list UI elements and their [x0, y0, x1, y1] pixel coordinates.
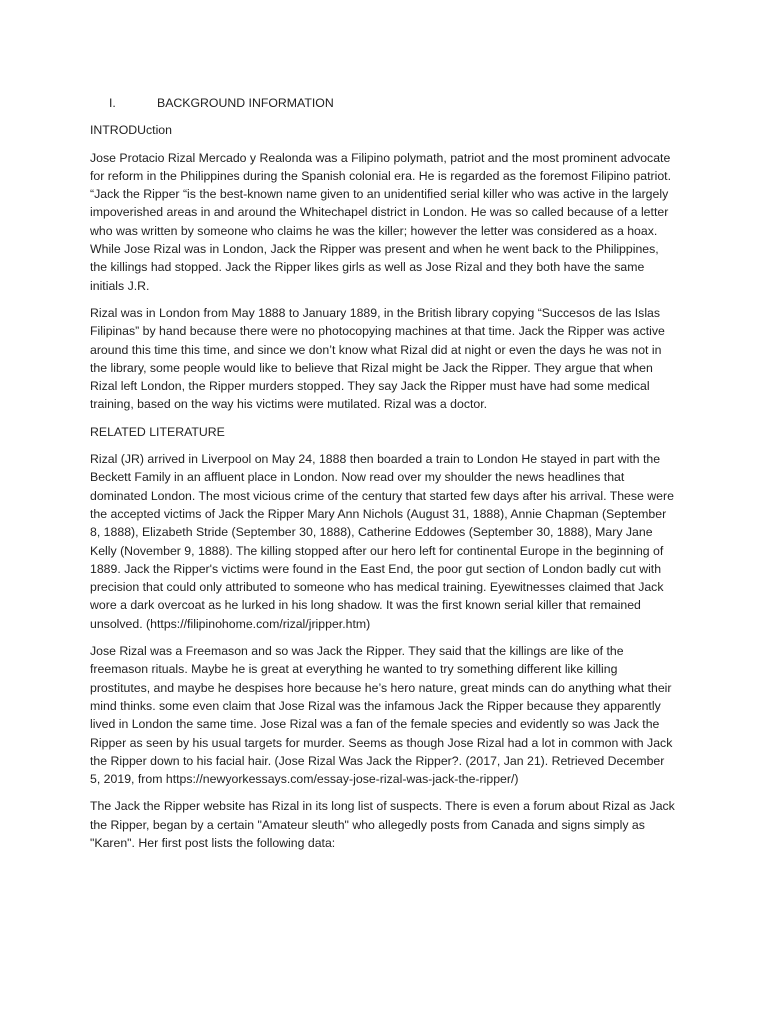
introduction-paragraph-2 [90, 304, 678, 414]
related-literature-paragraph-1 [90, 450, 678, 633]
paragraph-text: Rizal (JR) arrived in Liverpool on May 24, 1888 then boarded a train to London He stayed in part with the Beckett Family in an affluent place in London. Now read over my shoulder the news headlines that dominated London. The most vicious crime of the century that started few days after his arrival. These were the accepted victims of Jack the Ripper Mary Ann Nichols (August 31, 1888), Annie Chapman (September 8, 1888), Elizabeth Stride (September 30, 1888), Catherine Eddowes (September 30, 1888), Mary Jane Kelly (November 9, 1888). The killing stopped after our hero left for continental Europe in the beginning of 1889. Jack the Ripper's victims were found in the East End, the poor gut section of London badly cut with precision that could only attributed to someone who has medical training. Eyewitnesses claimed that Jack wore a dark overcoat as he lurked in his long shadow. It was the first known serial killer that remained unsolved. (https://filipinohome.com/rizal/jripper.htm) [90, 452, 674, 631]
section-heading [90, 94, 678, 112]
paragraph-text: Jose Rizal was a Freemason and so was Jack the Ripper. They said that the killings are like of the freemason rituals. Maybe he is great at everything he wanted to try something different like killing prostitutes, and maybe he despises hore because he’s hero nature, great minds can do anything what their mind thinks. some even claim that Jose Rizal was the infamous Jack the Ripper because they apparently lived in London the same time. Jose Rizal was a fan of the female species and evidently so was Jack the Ripper as seen by his usual targets for murder. Seems as though Jose Rizal had a lot in common with Jack the Ripper down to his facial hair. (Jose Rizal Was Jack the Ripper?. (2017, Jan 21). Retrieved December 5, 2019, from https://newyorkessays.com/essay-jose-rizal-was-jack-the-ripper/) [90, 644, 673, 787]
related-literature-heading: RELATED LITERATURE [90, 424, 225, 439]
related-literature-paragraph-2 [90, 642, 678, 788]
paragraph-text: Jose Protacio Rizal Mercado y Realonda was a Filipino polymath, patriot and the most prominent advocate for reform in the Philippines during the Spanish colonial era. He is regarded as the foremost Filipino patriot. “Jack the Ripper “is the best-known name given to an unidentified serial killer who was active in the largely impoverished areas in and around the Whitechapel district in London. He was so called because of a letter who was written by someone who claims he was the killer; however the letter was considered as a hoax. While Jose Rizal was in London, Jack the Ripper was present and when he went back to the Philippines, the killings had stopped. Jack the Ripper likes girls as well as Jose Rizal and they both have the same initials J.R. [90, 150, 671, 293]
section-title: BACKGROUND INFORMATION [157, 96, 334, 110]
paragraph-text: Rizal was in London from May 1888 to January 1889, in the British library copying “Succesos de las Islas Filipinas” by hand because there were no photocopying machines at that time. Jack the Ripper was active around this time this time, and since we don’t know what Rizal did at night or even the days he was not in the library, some people would like to believe that Rizal might be Jack the Ripper. They argue that when Rizal left London, the Ripper murders stopped. They say Jack the Ripper must have had some medical training, based on the way his victims were mutilated. Rizal was a doctor. [90, 305, 665, 412]
paragraph-text: The Jack the Ripper website has Rizal in its long list of suspects. There is even a forum about Rizal as Jack the Ripper, began by a certain "Amateur sleuth" who allegedly posts from Canada and signs simply as "Karen". Her first post lists the following data: [90, 799, 675, 850]
related-literature-paragraph-3 [90, 797, 678, 852]
introduction-heading: INTRODUction [90, 123, 172, 138]
section-number: I. [109, 96, 116, 110]
introduction-paragraph-1 [90, 149, 678, 295]
